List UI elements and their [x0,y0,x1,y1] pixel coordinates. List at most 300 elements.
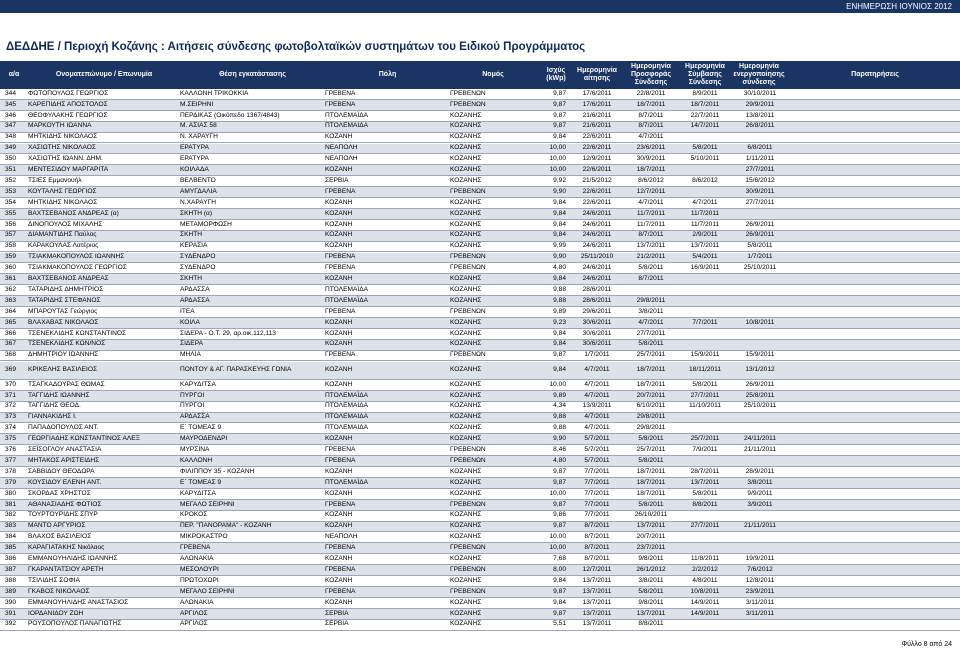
cell-activation-date: 23/9/2011 [745,587,775,595]
cell-remarks [792,467,958,477]
cell-contract-date [678,274,732,284]
cell-name: ΕΜΜΑΝΟΥΗΛΙΔΗΣ ΙΩΑΝΝΗΣ [28,555,118,563]
cell-application-date: 22/6/2011 [582,166,612,174]
cell-power: 9,84 [553,329,566,337]
cell-remarks [792,391,958,401]
cell-city: ΚΟΖΑΝΗ [325,329,353,337]
cell-prefecture: ΚΟΖΑΝΗΣ [450,576,482,584]
cell-city: ΠΤΟΛΕΜΑΪΔΑ [325,413,369,421]
cell-location: ΠΥΡΓΟΙ [180,402,205,410]
table-row [0,500,960,511]
cell-prefecture: ΚΟΖΑΝΗΣ [450,424,482,432]
cell-offer-date: 26/1/2012 [636,565,666,573]
table-row [0,467,960,478]
cell-application-date: 24/6/2011 [582,264,612,272]
cell-power: 9,86 [553,511,566,519]
cell-location: ΣΙΔΕΡΑ - Ο.Τ. 29, αρ.οικ.112,113 [180,329,276,337]
cell-city: ΓΡΕΒΕΝΑ [325,565,356,573]
cell-aa: 392 [5,620,17,628]
cell-remarks [792,329,958,339]
cell-power: 9,88 [553,296,566,304]
cell-application-date: 30/6/2011 [582,340,612,348]
table-row [0,209,960,220]
cell-power: 4,34 [553,402,566,410]
cell-city: ΠΤΟΛΕΜΑΪΔΑ [325,296,369,304]
cell-power: 9,23 [553,318,566,326]
cell-activation-date [730,620,790,630]
cell-contract-date: 28/7/2011 [690,467,720,475]
cell-offer-date: 3/8/2011 [638,576,664,584]
cell-name: ΜΗΤΚΙΔΗΣ ΝΙΚΟΛΑΟΣ [28,133,98,141]
cell-prefecture: ΚΟΖΑΝΗΣ [450,609,482,617]
cell-application-date: 29/6/2011 [582,307,612,315]
cell-remarks [792,285,958,295]
cell-prefecture: ΚΟΖΑΝΗΣ [450,365,482,373]
cell-power: 9,84 [553,340,566,348]
header-city: Πόλη [378,71,397,78]
table-header [0,61,960,89]
document-title: ΔΕΔΔΗΕ / Περιοχή Κοζάνης : Αιτήσεις σύνδεσης φωτοβολταϊκών συστημάτων του Ειδικού Προγράμματος [6,41,586,53]
cell-aa: 383 [5,522,17,530]
cell-offer-date: 29/8/2011 [636,424,666,432]
cell-contract-date: 4/8/2011 [692,576,718,584]
cell-offer-date: 26/10/2011 [634,511,668,519]
cell-offer-date: 27/7/2011 [636,329,666,337]
cell-contract-date: 8/9/2011 [692,89,718,97]
table-row [0,296,960,307]
cell-offer-date: 18/7/2011 [636,489,666,497]
cell-location: ΕΡΑΤΥΡΑ [180,155,209,163]
cell-name: ΜΕΝΤΕΣΙΔΟΥ ΜΑΡΓΑΡΙΤΑ [28,166,109,174]
cell-activation-date: 30/10/2011 [743,89,777,97]
cell-prefecture: ΚΟΖΑΝΗΣ [450,133,482,141]
cell-aa: 349 [5,144,17,152]
cell-activation-date: 25/10/2011 [743,264,777,272]
cell-aa: 346 [5,111,17,119]
cell-activation-date [730,296,790,306]
cell-name: ΤΣΙΑΚΜΑΚΟΠΟΥΛΟΣ ΙΩΑΝΝΗΣ [28,253,125,261]
cell-location: ΜΑΥΡΟΔΕΝΔΡΙ [180,435,228,443]
cell-aa: 367 [5,340,17,348]
cell-name: ΚΑΡΑΓΙΑΤΑΚΗΣ Νικόλαος [28,544,105,552]
cell-name: ΚΟΥΣΙΔΟΥ ΕΛΕΝΗ ΑΝΤ. [28,478,102,486]
cell-application-date: 28/6/2011 [582,296,612,304]
cell-prefecture: ΚΟΖΑΝΗΣ [450,522,482,530]
cell-application-date: 22/6/2011 [582,198,612,206]
cell-aa: 353 [5,187,17,195]
cell-remarks [792,231,958,241]
cell-offer-date: 20/7/2011 [636,533,666,541]
table-row [0,598,960,609]
table-row [0,456,960,467]
cell-city: ΣΕΡΒΙΑ [325,176,349,184]
cell-name: ΜΠΑΡΟΥΤΑΣ Γεώργιος [28,307,98,315]
cell-location: ΠΕΡ. "ΠΑΝΟΡΑΜΑ" - ΚΟΖΑΝΗ [180,522,272,530]
cell-offer-date: 8/7/2011 [638,122,664,130]
cell-name: ΤΣΑΓΚΑΔΟΥΡΑΣ ΘΩΜΑΣ [28,380,105,388]
cell-offer-date: 23/7/2011 [636,544,666,552]
cell-name: ΤΣΙΕΣ Εμμανουήλ [28,176,82,184]
cell-contract-date [678,543,732,553]
cell-power: 9,99 [553,242,566,250]
cell-activation-date: 7/6/2012 [747,565,773,573]
cell-remarks [792,380,958,390]
cell-offer-date: 30/9/2011 [636,155,666,163]
cell-name: ΒΑΧΤΣΕΒΑΝΟΣ ΑΝΔΡΕΑΣ [28,275,109,283]
cell-prefecture: ΚΟΖΑΝΗΣ [450,198,482,206]
cell-offer-date: 5/8/2011 [638,587,664,595]
cell-activation-date: 25/8/2011 [745,391,775,399]
cell-city: ΚΟΖΑΝΗ [325,555,353,563]
cell-remarks [792,533,958,543]
cell-name: ΤΣΕΝΕΚΛΙΔΗΣ ΚΩΝΣΤΑΝΤΙΝΟΣ [28,329,127,337]
cell-remarks [792,609,958,619]
cell-offer-date: 6/10/2011 [636,402,666,410]
cell-location: ΜΕΓΑΛΟ ΣΕΙΡΗΝΙ [180,587,235,595]
cell-application-date: 8/7/2011 [584,544,610,552]
cell-contract-date: 11/7/2011 [690,220,720,228]
cell-prefecture: ΚΟΖΑΝΗΣ [450,144,482,152]
cell-application-date: 7/7/2011 [584,478,610,486]
cell-prefecture: ΓΡΕΒΕΝΩΝ [450,351,486,359]
cell-location: ΑΡΔΑΣΣΑ [180,285,210,293]
cell-contract-date: 7/9/2011 [692,446,718,454]
cell-aa: 366 [5,329,17,337]
cell-activation-date [730,511,790,521]
cell-city: ΠΤΟΛΕΜΑΪΔΑ [325,391,369,399]
cell-contract-date: 25/7/2011 [690,435,720,443]
cell-city: ΓΡΕΒΕΝΑ [325,587,356,595]
cell-remarks [792,489,958,499]
table-row [0,100,960,111]
cell-offer-date: 25/7/2011 [636,446,666,454]
cell-location: ΓΡΕΒΕΝΑ [180,544,211,552]
cell-offer-date: 5/8/2011 [638,264,664,272]
cell-remarks [792,456,958,466]
cell-prefecture: ΚΟΖΑΝΗΣ [450,533,482,541]
cell-location: Ε΄ ΤΟΜΕΑΣ 9 [180,424,222,432]
table-row [0,263,960,274]
cell-offer-date: 5/8/2011 [638,456,664,464]
cell-activation-date [730,285,790,295]
cell-name: ΤΣΙΛΙΔΗΣ ΣΟΦΙΑ [28,576,80,584]
cell-contract-date: 14/9/2011 [690,609,720,617]
cell-power: 9,84 [553,598,566,606]
cell-contract-date: 2/9/2011 [692,231,718,239]
cell-aa: 348 [5,133,17,141]
cell-location: ΣΥΔΕΝΔΡΟ [180,264,216,272]
cell-application-date: 30/6/2011 [582,329,612,337]
cell-city: ΚΟΖΑΝΗ [325,522,353,530]
cell-name: ΜΗΤΚΙΔΗΣ ΝΙΚΟΛΑΟΣ [28,198,98,206]
cell-city: ΝΕΑΠΟΛΗ [325,155,358,163]
cell-activation-date: 5/8/2011 [747,242,773,250]
cell-contract-date: 22/7/2011 [690,111,720,119]
cell-city: ΚΟΖΑΝΗ [325,275,353,283]
cell-name: ΒΛΑΧΑΒΑΣ ΝΙΚΟΛΑΟΣ [28,318,99,326]
cell-application-date: 7/7/2011 [584,489,610,497]
table-row [0,543,960,554]
cell-activation-date [730,209,790,219]
cell-offer-date [624,285,678,295]
cell-location: ΠΟΝΤΟΥ & ΑΓ. ΠΑΡΑΣΚΕΥΗΣ ΓΩΝΙΑ [180,365,292,373]
cell-contract-date: 16/9/2011 [690,264,720,272]
cell-power: 9,84 [553,209,566,217]
cell-contract-date: 14/7/2011 [690,122,720,130]
cell-name: ΤΑΤΑΡΙΔΗΣ ΣΤΕΦΑΝΟΣ [28,296,101,304]
cell-application-date: 24/6/2011 [582,220,612,228]
cell-prefecture: ΓΡΕΒΕΝΩΝ [450,456,486,464]
cell-activation-date: 30/9/2011 [745,187,775,195]
cell-contract-date [678,307,732,317]
cell-contract-date [678,340,732,350]
cell-offer-date: 9/8/2011 [638,598,664,606]
cell-location: ΠΕΡΔΙΚΑΣ (Οικόπεδο 1367/4843) [180,111,280,119]
cell-power: 9,87 [553,100,566,108]
cell-prefecture: ΓΡΕΒΕΝΩΝ [450,500,486,508]
cell-prefecture: ΚΟΖΑΝΗΣ [450,285,482,293]
cell-city: ΚΟΖΑΝΗ [325,380,353,388]
cell-activation-date: 19/9/2011 [745,555,775,563]
cell-location: ΣΥΔΕΝΔΡΟ [180,253,216,261]
cell-application-date: 13/7/2011 [582,620,612,628]
cell-prefecture: ΚΟΖΑΝΗΣ [450,296,482,304]
cell-contract-date: 27/7/2011 [690,522,720,530]
cell-aa: 351 [5,166,17,174]
cell-name: ΜΑΝΤΟ ΑΡΓΥΡΙΟΣ [28,522,86,530]
cell-city: ΝΕΑΠΟΛΗ [325,144,358,152]
cell-prefecture: ΚΟΖΑΝΗΣ [450,220,482,228]
cell-location: ΕΡΑΤΥΡΑ [180,144,209,152]
cell-application-date: 13/7/2011 [582,587,612,595]
cell-aa: 359 [5,253,17,261]
table-row [0,587,960,598]
cell-city: ΓΡΕΒΕΝΑ [325,544,356,552]
cell-contract-date [678,620,732,630]
cell-aa: 389 [5,587,17,595]
cell-city: ΓΡΕΒΕΝΑ [325,500,356,508]
cell-offer-date: 4/7/2011 [638,318,664,326]
cell-contract-date: 5/10/2011 [690,155,720,163]
cell-application-date: 13/7/2011 [582,576,612,584]
page-footer: Φύλλο 8 από 24 [901,641,952,648]
cell-prefecture: ΚΟΖΑΝΗΣ [450,402,482,410]
cell-city: ΓΡΕΒΕΝΑ [325,446,356,454]
cell-name: ΚΑΡΑΚΟΥΛΑΣ Λατέριος [28,242,99,250]
table-row [0,434,960,445]
cell-power: 9,90 [553,187,566,195]
cell-contract-date [678,187,732,197]
cell-location: ΚΟΙΛΑ [180,318,200,326]
cell-contract-date: 14/9/2011 [690,598,720,606]
cell-name: ΧΑΣΙΩΤΗΣ ΝΙΚΟΛΑΟΣ [28,144,96,152]
cell-remarks [792,413,958,423]
cell-application-date: 8/7/2011 [584,533,610,541]
cell-name: ΤΑΤΑΡΙΔΗΣ ΔΗΜΗΤΡΙΟΣ [28,285,104,293]
cell-activation-date: 3/11/2011 [745,609,775,617]
cell-power: 10,00 [549,380,566,388]
cell-offer-date: 9/8/2011 [638,555,664,563]
cell-offer-date: 8/8/2011 [638,620,664,628]
table-row [0,154,960,165]
cell-contract-date [678,285,732,295]
cell-activation-date: 25/10/2011 [743,402,777,410]
cell-city: ΓΡΕΒΕΝΑ [325,100,356,108]
cell-city: ΚΟΖΑΝΗ [325,489,353,497]
cell-location: Μ.ΣΕΙΡΗΝΙ [180,100,214,108]
cell-prefecture: ΚΟΖΑΝΗΣ [450,176,482,184]
cell-remarks [792,445,958,455]
cell-power: 9,87 [553,609,566,617]
table-row [0,165,960,176]
cell-city: ΓΡΕΒΕΝΑ [325,307,356,315]
cell-contract-date [678,165,732,175]
cell-aa: 362 [5,285,17,293]
cell-power: 10,00 [549,144,566,152]
cell-power: 10,00 [549,155,566,163]
cell-contract-date: 5/8/2011 [692,144,718,152]
cell-offer-date: 11/7/2011 [636,209,666,217]
cell-aa: 380 [5,489,17,497]
cell-power: 9,87 [553,89,566,97]
cell-offer-date: 8/7/2011 [638,231,664,239]
table-row [0,89,960,100]
table-row [0,231,960,242]
cell-activation-date: 9/9/2011 [747,489,773,497]
cell-prefecture: ΓΡΕΒΕΝΩΝ [450,307,486,315]
cell-name: ΤΑΓΓΙΔΗΣ ΙΩΑΝΝΗΣ [28,391,90,399]
header-location: Θέση εγκατάστασης [219,71,286,78]
table-row [0,522,960,533]
cell-city: ΠΤΟΛΕΜΑΪΔΑ [325,285,369,293]
cell-city: ΚΟΖΑΝΗ [325,318,353,326]
cell-location: Μ. ΑΣΙΑΣ 58 [180,122,217,130]
cell-city: ΚΟΖΑΝΗ [325,209,353,217]
cell-contract-date: 2/2/2012 [692,565,718,573]
table-row [0,576,960,587]
cell-location: ΜΕΤΑΜΟΡΦΩΣΗ [180,220,232,228]
table-row [0,329,960,340]
cell-city: ΚΟΖΑΝΗ [325,467,353,475]
cell-offer-date: 29/8/2011 [636,296,666,304]
cell-city: ΚΟΖΑΝΗ [325,511,353,519]
cell-prefecture: ΚΟΖΑΝΗΣ [450,166,482,174]
cell-application-date: 4/7/2011 [584,391,610,399]
cell-application-date: 13/9/2011 [582,402,612,410]
cell-name: ΒΛΑΧΟΣ ΒΑΣΙΛΕΙΟΣ [28,533,92,541]
cell-contract-date: 8/6/2012 [692,176,718,184]
cell-remarks [792,620,958,630]
cell-power: 9,88 [553,285,566,293]
cell-name: ΣΑΒΒΙΔΟΥ ΘΕΟΔΩΡΑ [28,467,95,475]
cell-prefecture: ΓΡΕΒΕΝΩΝ [450,253,486,261]
cell-city: ΠΤΟΛΕΜΑΪΔΑ [325,111,369,119]
cell-power: 9,87 [553,351,566,359]
cell-aa: 356 [5,220,17,228]
cell-prefecture: ΚΟΖΑΝΗΣ [450,380,482,388]
cell-location: ΚΡΟΚΟΣ [180,511,208,519]
cell-name: ΧΑΣΙΩΤΗΣ ΙΩΑΝΝ. ΔΗΜ. [28,155,103,163]
cell-offer-date: 22/8/2011 [636,89,666,97]
cell-activation-date: 13/1/2012 [745,365,775,373]
cell-activation-date: 24/11/2011 [743,435,777,443]
cell-remarks [792,187,958,197]
cell-prefecture: ΚΟΖΑΝΗΣ [450,111,482,119]
cell-activation-date: 6/8/2011 [747,144,773,152]
cell-location: ΑΡΔΑΣΣΑ [180,413,210,421]
cell-contract-date: 11/7/2011 [690,209,720,217]
cell-power: 9,87 [553,122,566,130]
cell-contract-date: 5/8/2011 [692,489,718,497]
cell-offer-date: 13/7/2011 [636,609,666,617]
cell-aa: 382 [5,511,17,519]
cell-contract-date [678,456,732,466]
cell-aa: 371 [5,391,17,399]
cell-prefecture: ΚΟΖΑΝΗΣ [450,209,482,217]
table-row [0,445,960,456]
cell-offer-date: 8/7/2011 [638,275,664,283]
table-row [0,253,960,264]
cell-remarks [792,576,958,586]
cell-offer-date: 13/7/2011 [636,522,666,530]
cell-remarks [792,122,958,132]
cell-remarks [792,522,958,532]
cell-aa: 378 [5,467,17,475]
cell-remarks [792,500,958,510]
cell-activation-date [730,133,790,143]
cell-city: ΚΟΖΑΝΗ [325,576,353,584]
cell-aa: 345 [5,100,17,108]
cell-location: ΚΑΡΥΔΙΤΣΑ [180,380,216,388]
cell-application-date: 21/6/2011 [582,111,612,119]
cell-power: 9,84 [553,231,566,239]
cell-application-date: 12/9/2011 [582,155,612,163]
cell-power: 9,89 [553,391,566,399]
cell-aa: 379 [5,478,17,486]
table-row [0,362,960,380]
cell-contract-date: 27/7/2011 [690,391,720,399]
cell-location: ΒΕΛΒΕΝΤΟ [180,176,216,184]
cell-activation-date [730,340,790,350]
cell-activation-date: 21/11/2011 [743,446,777,454]
table-row [0,176,960,187]
cell-remarks [792,111,958,121]
cell-aa: 373 [5,413,17,421]
header-remarks: Παρατηρήσεις [851,71,899,78]
cell-name: ΣΕΪΣΟΓΛΟΥ ΑΝΑΣΤΑΣΙΑ [28,446,102,454]
cell-city: ΚΟΖΑΝΗ [325,598,353,606]
cell-name: ΤΣΕΝΕΚΛΙΔΗΣ ΚΩΝ/ΝΟΣ [28,340,106,348]
cell-activation-date [730,424,790,434]
cell-aa: 360 [5,264,17,272]
table-row [0,285,960,296]
cell-aa: 344 [5,89,17,97]
cell-location: ΑΡΓΙΛΟΣ [180,609,208,617]
cell-application-date: 21/6/2011 [582,122,612,130]
cell-activation-date: 12/8/2011 [745,576,775,584]
cell-location: ΠΥΡΓΟΙ [180,391,205,399]
table-row [0,620,960,631]
cell-remarks [792,424,958,434]
cell-aa: 365 [5,318,17,326]
cell-name: ΕΜΜΑΝΟΥΗΛΙΔΗΣ ΑΝΑΣΤΑΣΙΟΣ [28,598,129,606]
cell-activation-date: 26/9/2011 [745,380,775,388]
cell-city: ΓΡΕΒΕΝΑ [325,89,356,97]
cell-city: ΚΟΖΑΝΗ [325,435,353,443]
cell-aa: 388 [5,576,17,584]
table-row [0,133,960,144]
cell-city: ΓΡΕΒΕΝΑ [325,456,356,464]
